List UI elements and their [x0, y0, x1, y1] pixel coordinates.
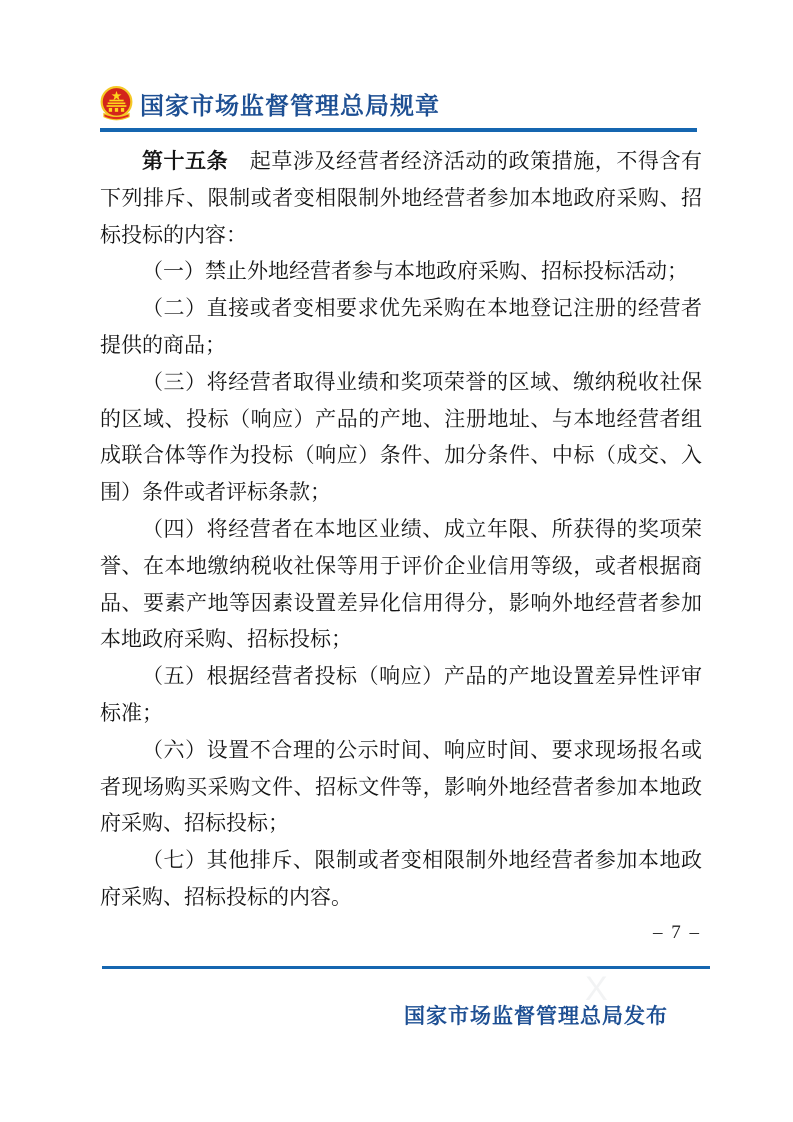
article-paragraph: （二）直接或者变相要求优先采购在本地登记注册的经营者提供的商品； — [100, 296, 702, 357]
article-paragraph: （五）根据经营者投标（响应）产品的产地设置差异性评审标准； — [100, 664, 702, 725]
national-emblem-icon — [100, 84, 133, 122]
article-number: 第十五条 — [142, 149, 229, 173]
document-header — [100, 84, 440, 122]
article-paragraph: （一）禁止外地经营者参与本地政府采购、招标投标活动； — [142, 259, 688, 284]
article-paragraph: （七）其他排斥、限制或者变相限制外地经营者参加本地政府采购、招标投标的内容。 — [100, 848, 702, 909]
article-body — [100, 143, 702, 916]
header-title: 国家市场监督管理总局规章 — [140, 92, 440, 120]
watermark-text: X — [585, 970, 608, 1008]
article-paragraph: （四）将经营者在本地区业绩、成立年限、所获得的奖项荣誉、在本地缴纳税收社保等用于评价企业信用等级，或者根据商品、要素产地等因素设置差异化信用得分，影响外地经营者参加本地政府采购、招标投标； — [100, 516, 702, 652]
article-paragraph: （六）设置不合理的公示时间、响应时间、要求现场报名或者现场购买采购文件、招标文件等，影响外地经营者参加本地政府采购、招标投标； — [100, 737, 702, 836]
article-paragraph: 第十五条 起草涉及经营者经济活动的政策措施，不得含有下列排斥、限制或者变相限制外地经营者参加本地政府采购、招标投标的内容： — [100, 149, 703, 247]
page-number: – 7 – — [653, 922, 701, 943]
header-divider — [100, 128, 697, 132]
article-paragraph: （三）将经营者取得业绩和奖项荣誉的区域、缴纳税收社保的区域、投标（响应）产品的产地、注册地址、与本地经营者组成联合体等作为投标（响应）条件、加分条件、中标（成交、入围）条件或者评标条款； — [100, 369, 702, 505]
footer-divider — [102, 966, 710, 969]
publisher-line: 国家市场监督管理总局发布 — [404, 1005, 668, 1028]
